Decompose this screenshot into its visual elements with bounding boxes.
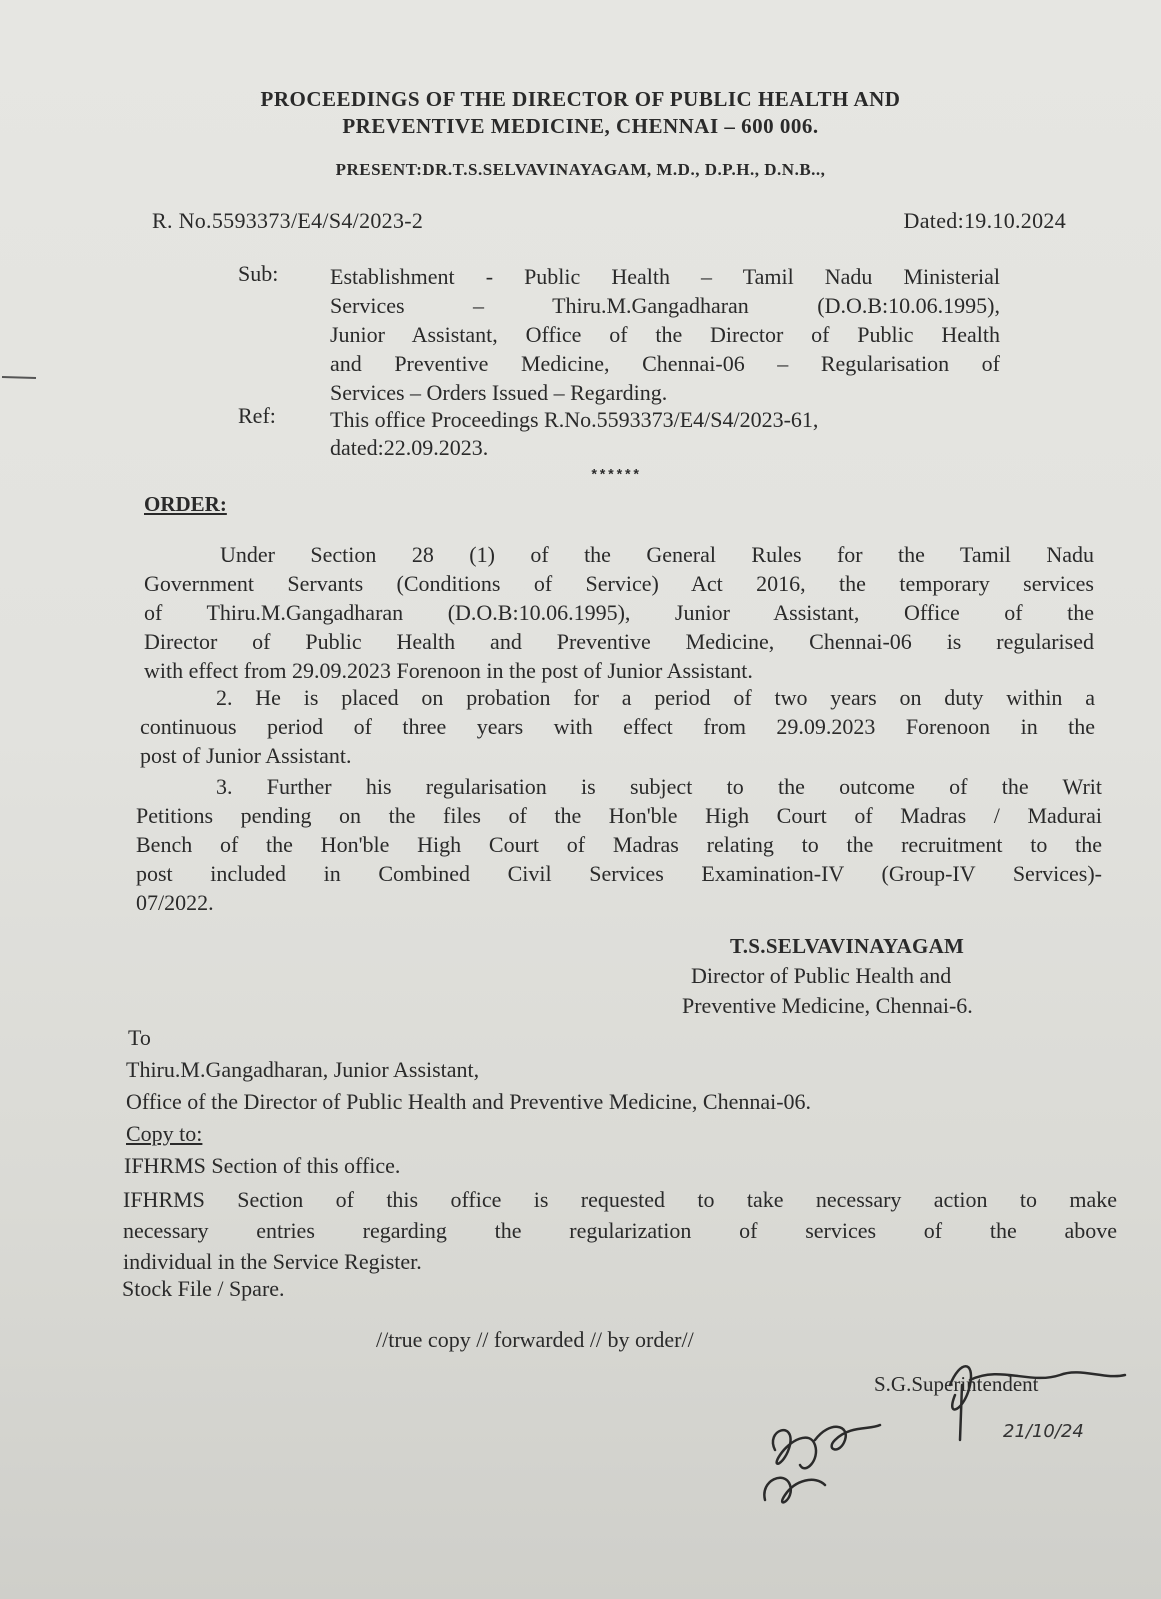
order-line: 2. He is placed on probation for a period of two years on duty within a bbox=[216, 685, 1095, 710]
order-paragraph-1 bbox=[144, 540, 1094, 685]
order-paragraph-3 bbox=[136, 772, 1102, 917]
order-line: Government Servants (Conditions of Service) Act 2016, the temporary services bbox=[144, 571, 1094, 596]
subject-line: and Preventive Medicine, Chennai-06 – Regularisation of bbox=[330, 351, 1000, 376]
order-line: of Thiru.M.Gangadharan (D.O.B:10.06.1995), Junior Assistant, Office of the bbox=[144, 600, 1094, 625]
forwarded-line: //true copy // forwarded // by order// bbox=[376, 1327, 694, 1352]
reference-label: Ref: bbox=[238, 403, 276, 428]
margin-mark bbox=[0, 365, 40, 385]
order-line: 07/2022. bbox=[136, 890, 214, 915]
dated: Dated:19.10.2024 bbox=[903, 208, 1066, 233]
order-line: Bench of the Hon'ble High Court of Madras relating to the recruitment to the bbox=[136, 832, 1102, 857]
reference-line: This office Proceedings R.No.5593373/E4/S4/2023-61, bbox=[330, 407, 819, 432]
subject-text bbox=[330, 262, 1000, 407]
order-line: continuous period of three years with effect from 29.09.2023 Forenoon in the bbox=[140, 714, 1095, 739]
subject-label: Sub: bbox=[238, 261, 279, 286]
superintendent-signature bbox=[940, 1355, 1130, 1445]
subject-line: Services – Thiru.M.Gangadharan (D.O.B:10.06.1995), bbox=[330, 293, 1000, 318]
to-line-1: Thiru.M.Gangadharan, Junior Assistant, bbox=[126, 1057, 480, 1082]
order-line: Petitions pending on the files of the Hon'ble High Court of Madras / Madurai bbox=[136, 803, 1102, 828]
signatory-designation-1: Director of Public Health and bbox=[691, 963, 952, 988]
order-line: post of Junior Assistant. bbox=[140, 743, 352, 768]
handwritten-date: 21/10/24 bbox=[1003, 1421, 1084, 1442]
order-line: post included in Combined Civil Services Examination-IV (Group-IV Services)- bbox=[136, 861, 1102, 886]
separator-stars: ****** bbox=[590, 468, 641, 484]
copy-to-instructions bbox=[123, 1184, 1117, 1277]
signatory-designation-2: Preventive Medicine, Chennai-6. bbox=[682, 993, 973, 1018]
copy-to-label: Copy to: bbox=[126, 1121, 203, 1146]
signatory-name: T.S.SELVAVINAYAGAM bbox=[730, 934, 965, 958]
order-line: 3. Further his regularisation is subject to the outcome of the Writ bbox=[216, 774, 1102, 799]
copy-to-line: IFHRMS Section of this office is requested to take necessary action to make bbox=[123, 1187, 1117, 1212]
order-line: with effect from 29.09.2023 Forenoon in the post of Junior Assistant. bbox=[144, 658, 753, 683]
reference-number: R. No.5593373/E4/S4/2023-2 bbox=[152, 208, 424, 233]
order-paragraph-2 bbox=[140, 683, 1095, 770]
subject-line: Services – Orders Issued – Regarding. bbox=[330, 380, 668, 405]
copy-to-line: individual in the Service Register. bbox=[123, 1249, 422, 1274]
order-line: Under Section 28 (1) of the General Rules for the Tamil Nadu bbox=[220, 542, 1094, 567]
copy-to-line: necessary entries regarding the regularization of services of the above bbox=[123, 1218, 1117, 1243]
reference-line: dated:22.09.2023. bbox=[330, 435, 489, 460]
to-label: To bbox=[128, 1025, 151, 1050]
heading-line-1: PROCEEDINGS OF THE DIRECTOR OF PUBLIC HEALTH AND bbox=[260, 87, 901, 111]
handwritten-initials bbox=[755, 1400, 895, 1520]
stock-file: Stock File / Spare. bbox=[122, 1276, 285, 1301]
superintendent-title: S.G.Superintendent bbox=[874, 1372, 1039, 1396]
order-title: ORDER: bbox=[144, 492, 227, 516]
reference-text bbox=[330, 406, 818, 462]
heading-line-2: PREVENTIVE MEDICINE, CHENNAI – 600 006. bbox=[342, 114, 819, 138]
subject-line: Junior Assistant, Office of the Director of Public Health bbox=[330, 322, 1000, 347]
present-line: PRESENT:DR.T.S.SELVAVINAYAGAM, M.D., D.P.H., D.N.B.., bbox=[335, 160, 826, 179]
subject-line: Establishment - Public Health – Tamil Nadu Ministerial bbox=[330, 264, 1000, 289]
to-line-2: Office of the Director of Public Health and Preventive Medicine, Chennai-06. bbox=[126, 1089, 812, 1114]
order-line: Director of Public Health and Preventive Medicine, Chennai-06 is regularised bbox=[144, 629, 1094, 654]
copy-to-line-1: IFHRMS Section of this office. bbox=[124, 1153, 401, 1178]
